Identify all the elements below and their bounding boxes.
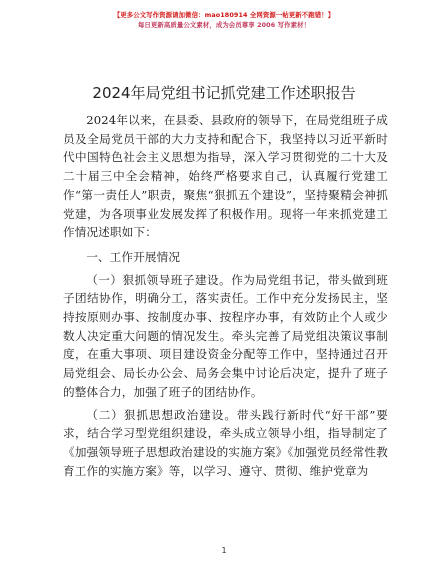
banner-line-1: 【更多公文写作资源请加微信：mao180914 全网资源一帖更新不跑错！】 (113, 11, 335, 19)
document-title: 2024年局党组书记抓党建工作述职报告 (92, 84, 356, 102)
banner-line-2: 每日更新高质量公文素材，成为会员尊享 2006 写作素材！ (137, 21, 311, 29)
intro-paragraph: 2024年以来，在县委、县政府的领导下，在局党组班子成员及全局党员干部的大力支持和配合下，我坚持以习近平新时代中国特色社会主义思想为指导，深入学习贯彻党的二十大及二十届三中全会精神，始终严格要求自己，认真履行党建工作“第一责任人”职责，聚焦“狠抓五个建设”，坚持聚精会神抓党建，为各项事业发展发挥了积极作用。现将一年来抓党建工作情况述职如下： (63, 113, 388, 240)
header-banner (0, 10, 448, 30)
subsection-paragraph-1: （一）狠抓领导班子建设。作为局党组书记，带头做到班子团结协作，明确分工，落实责任。工作中充分发扬民主，坚持按原则办事、按制度办事、按程序办事，有效防止个人或少数人决定重大问题的情况发生。牵头完善了局党组决策议事制度，在重大事项、项目建设资金分配等工作中，坚持通过召开局党组会、局长办公会、局务会集中讨论后决定，提升了班子的整体合力，加强了班子的团结协作。 (63, 272, 388, 399)
subsection-paragraph-2: （二）狠抓思想政治建设。带头践行新时代“好干部”要求，结合学习型党组织建设，牵头成立领导小组，指导制定了《加强领导班子思想政治建设的实施方案》《加强党员经常性教育工作的实施方案》等，以学习、遵守、贯彻、维护党章为 (63, 407, 388, 478)
page-number: 1 (221, 546, 227, 555)
section-heading: 一、工作开展情况 (86, 249, 181, 264)
document-body (63, 111, 388, 480)
